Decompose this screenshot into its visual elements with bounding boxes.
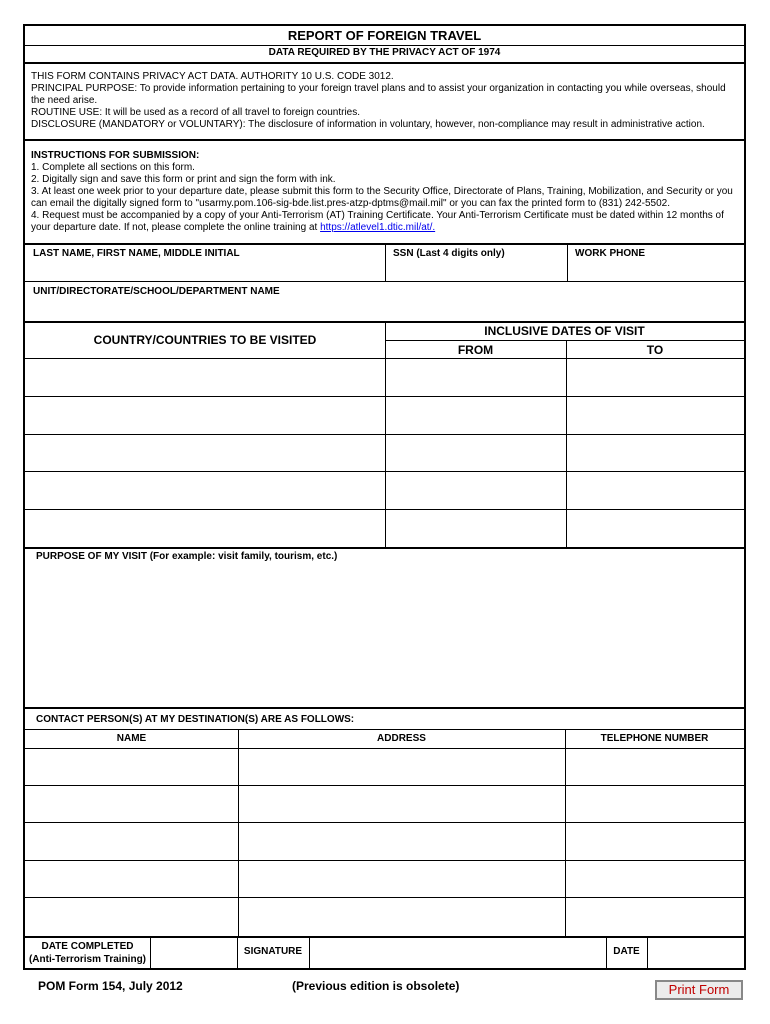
- privacy-statement: [31, 71, 739, 131]
- to-date-row-4[interactable]: [566, 471, 744, 509]
- date-completed-field[interactable]: [150, 936, 237, 968]
- contact-row-3[interactable]: [25, 822, 744, 860]
- date-completed-line1: DATE COMPLETED: [41, 941, 134, 952]
- instructions-block: [31, 150, 741, 234]
- instructions-heading: INSTRUCTIONS FOR SUBMISSION:: [31, 150, 200, 161]
- foreign-travel-form: [23, 24, 746, 970]
- countries-heading: COUNTRY/COUNTRIES TO BE VISITED: [93, 333, 317, 347]
- instruction-2: 2. Digitally sign and save this form or print and sign the form with ink.: [31, 174, 336, 185]
- from-heading: FROM: [457, 343, 494, 357]
- signature-label: SIGNATURE: [243, 946, 303, 957]
- to-date-row-5[interactable]: [566, 509, 744, 547]
- from-date-row-5[interactable]: [385, 509, 566, 547]
- contact-name-column: NAME: [116, 733, 147, 744]
- from-date-row-3[interactable]: [385, 434, 566, 471]
- contact-row-2[interactable]: [25, 785, 744, 822]
- instruction-3: 3. At least one week prior to your departure date, please submit this form to the Security Office, Directorate of Plans, Training, Mobilization, and Security or you can email the digitally signed form to "usarmy.pom.106-sig-bde.list.pres-atzp-dptms@mail.mil" or you can fax the printed form to (831) 242-5502.: [31, 186, 733, 209]
- instruction-4-text: 4. Request must be accompanied by a copy of your Anti-Terrorism (AT) Training Certificate. Your Anti-Terrorism Certificate must be dated within 12 months of your departure date. If not, please complete the online training at: [31, 210, 724, 233]
- name-label: LAST NAME, FIRST NAME, MIDDLE INITIAL: [33, 248, 240, 259]
- purpose-label: PURPOSE OF MY VISIT (For example: visit family, tourism, etc.): [36, 551, 338, 562]
- privacy-disclosure: DISCLOSURE (MANDATORY or VOLUNTARY): The disclosure of information in voluntary, however, non-compliance may result in administrative action.: [31, 119, 705, 130]
- country-row-2[interactable]: [25, 396, 385, 434]
- contact-row-1[interactable]: [25, 748, 744, 785]
- country-row-3[interactable]: [25, 434, 385, 471]
- to-date-row-3[interactable]: [566, 434, 744, 471]
- date-completed-label: [25, 940, 150, 966]
- form-identifier: POM Form 154, July 2012: [38, 979, 183, 993]
- contact-row-5[interactable]: [25, 897, 744, 936]
- privacy-act-subtitle: DATA REQUIRED BY THE PRIVACY ACT OF 1974: [268, 47, 501, 58]
- work-phone-label: WORK PHONE: [575, 248, 645, 259]
- form-title: REPORT OF FOREIGN TRAVEL: [287, 28, 482, 43]
- unit-label: UNIT/DIRECTORATE/SCHOOL/DEPARTMENT NAME: [33, 286, 280, 297]
- inclusive-dates-heading: INCLUSIVE DATES OF VISIT: [484, 324, 645, 338]
- from-date-row-1[interactable]: [385, 358, 566, 396]
- contact-row-4[interactable]: [25, 860, 744, 897]
- privacy-routine-use: ROUTINE USE: It will be used as a record of all travel to foreign countries.: [31, 107, 361, 118]
- contacts-label: CONTACT PERSON(S) AT MY DESTINATION(S) ARE AS FOLLOWS:: [36, 714, 355, 725]
- to-date-row-2[interactable]: [566, 396, 744, 434]
- country-row-1[interactable]: [25, 358, 385, 396]
- country-row-5[interactable]: [25, 509, 385, 547]
- instruction-1: 1. Complete all sections on this form.: [31, 162, 195, 173]
- contact-phone-column: TELEPHONE NUMBER: [600, 733, 709, 744]
- date-label: DATE: [613, 946, 640, 957]
- to-heading: TO: [646, 343, 664, 357]
- date-field[interactable]: [647, 936, 744, 968]
- work-phone-field[interactable]: [567, 243, 744, 281]
- name-field[interactable]: [25, 243, 385, 281]
- privacy-authority: THIS FORM CONTAINS PRIVACY ACT DATA. AUTHORITY 10 U.S. CODE 3012.: [31, 71, 394, 82]
- from-date-row-4[interactable]: [385, 471, 566, 509]
- ssn-label: SSN (Last 4 digits only): [393, 248, 505, 259]
- at-training-link[interactable]: https://atlevel1.dtic.mil/at/.: [320, 222, 436, 233]
- unit-field[interactable]: [25, 281, 744, 321]
- privacy-purpose: PRINCIPAL PURPOSE: To provide information pertaining to your foreign travel plans and to assist your organization in contacting you while overseas, should the need arise.: [31, 83, 726, 106]
- instruction-4: [31, 210, 741, 234]
- signature-field[interactable]: [309, 936, 606, 968]
- to-date-row-1[interactable]: [566, 358, 744, 396]
- date-completed-line2: (Anti-Terrorism Training): [28, 954, 147, 965]
- country-row-4[interactable]: [25, 471, 385, 509]
- purpose-field[interactable]: [25, 547, 744, 707]
- contact-address-column: ADDRESS: [377, 733, 426, 744]
- obsolete-note: (Previous edition is obsolete): [292, 979, 460, 993]
- ssn-field[interactable]: [385, 243, 567, 281]
- print-form-button[interactable]: Print Form: [655, 980, 743, 1000]
- from-date-row-2[interactable]: [385, 396, 566, 434]
